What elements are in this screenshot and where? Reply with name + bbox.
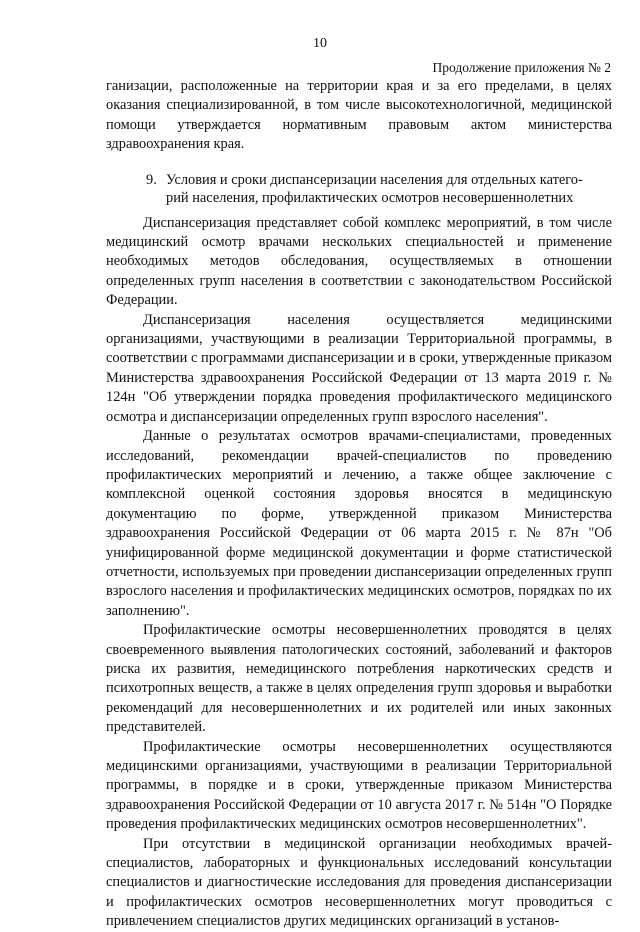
section-number: 9. — [146, 171, 157, 188]
paragraph-4: Профилактические осмотры несовершеннолетних проводятся в целях своевременного выявления патологических состояний, заболеваний и факторов риска их развития, немедицинского потребления наркотических средств и психотропных веществ, а также в целях определения групп здоровья и выработки рекомендаций для несовершеннолетних и их родителей или иных законных представителей. — [106, 622, 612, 736]
paragraph-5: Профилактические осмотры несовершеннолетних осуществляются медицинскими организациями, участвующими в реализации Территориальной программы, в порядке и в сроки, утвержденные приказом Министерства здравоохранения Российской Федерации от 10 августа 2017 г. № 514н "О Порядке проведения профилактических медицинских осмотров несовершеннолетних". — [106, 738, 612, 833]
paragraph-6: При отсутствии в медицинской организации необходимых врачей-специалистов, лабораторных и функциональных исследований консультации специалистов и диагностические исследования для проведения диспансеризации и профилактических осмотров несовершеннолетних могут проводиться с привлечением специалистов других медицинских организаций в установ- — [106, 835, 612, 930]
paragraph-3: Данные о результатах осмотров врачами-специалистами, проведенных исследований, рекомендации врачей-специалистов по проведению профилактических мероприятий и лечению, а также общее заключение с комплексной оценкой состояния здоровья вносятся в медицинскую документацию по форме, утвержденной приказом Министерства здравоохранения Российской Федерации от 06 марта 2015 г. № 87н "Об унифицированной форме медицинской документации и форме статистической отчетности, используемых при проведении диспансеризации определенных групп взрослого населения и профилактических медицинских осмотров, порядках по их заполнению". — [106, 428, 612, 619]
page-number: 10 — [313, 36, 327, 51]
paragraph-1: Диспансеризация представляет собой комплекс мероприятий, в том числе медицинский осмотр врачами нескольких специальностей и применение необходимых методов обследования, осуществляемых в отношении определенных групп населения в соответствии с законодательством Российской Федерации. — [106, 214, 612, 309]
section-title-line-1: Условия и сроки диспансеризации населения для отдельных катего- — [166, 171, 583, 188]
section-heading — [106, 171, 612, 208]
intro-paragraph: ганизации, расположенные на территории края и за его пределами, в целях оказания специализированной, в том числе высокотехнологичной, медицинской помощи утверждается нормативным правовым актом министерства здравоохранения края. — [106, 78, 612, 153]
section-title-line-2: рий населения, профилактических осмотров несовершеннолетних — [166, 190, 574, 207]
document-body — [106, 77, 612, 932]
appendix-continuation-note: Продолжение приложения № 2 — [432, 60, 611, 75]
paragraph-2: Диспансеризация населения осуществляется медицинскими организациями, участвующими в реализации Территориальной программы, в соответствии с программами диспансеризации и в сроки, утвержденные приказом Министерства здравоохранения Российской Федерации от 13 марта 2019 г. № 124н "Об утверждении порядка проведения профилактического медицинского осмотра и диспансеризации определенных групп взрослого населения". — [106, 311, 612, 425]
